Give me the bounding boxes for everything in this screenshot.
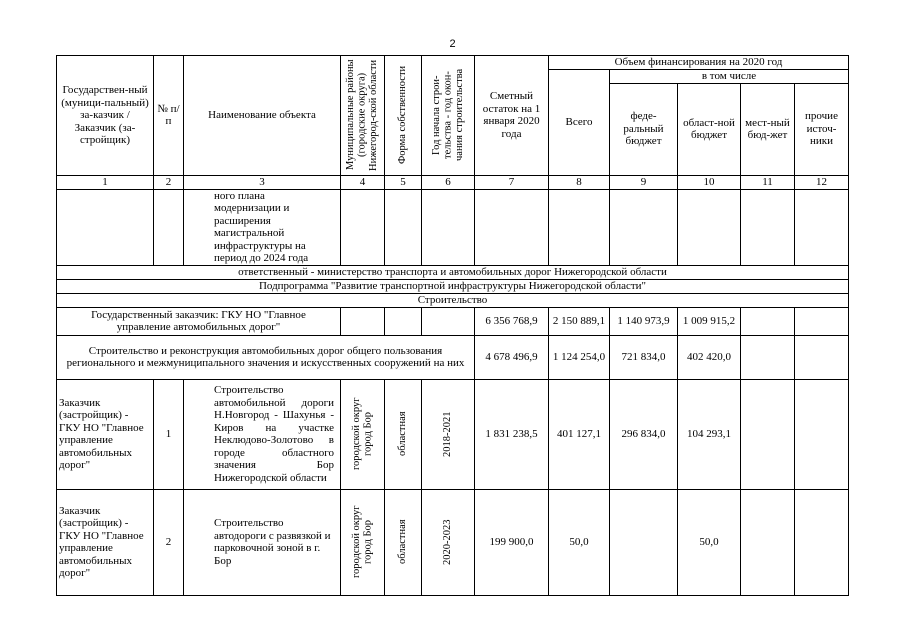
col-number: 1 — [57, 175, 154, 189]
row-regional: 50,0 — [678, 489, 741, 595]
group-label: Строительство и реконструкция автомобильных дорог общего пользования регионального и межмуниципального значения и искусственных сооружений на них — [57, 335, 475, 379]
col-number: 9 — [610, 175, 678, 189]
col-number: 10 — [678, 175, 741, 189]
row-regional: 104 293,1 — [678, 379, 741, 489]
col-number: 5 — [385, 175, 422, 189]
header-years — [422, 56, 475, 176]
subprogram-row: Подпрограмма "Развитие транспортной инфраструктуры Нижегородской области" — [57, 279, 849, 293]
row-ownership-text: областная — [397, 519, 409, 565]
header-ownership-text: Форма собственности — [397, 66, 409, 165]
row-ownership — [385, 379, 422, 489]
header-funding-title: Объем финансирования на 2020 год — [549, 56, 849, 70]
row-smeta: 199 900,0 — [475, 489, 549, 595]
state-customer-label: Государственный заказчик: ГКУ НО "Главное управление автомобильных дорог" — [57, 307, 341, 335]
row-federal: 296 834,0 — [610, 379, 678, 489]
row-object-name: Строительство автодороги с развязкой и парковочной зоной в г. Бор — [184, 489, 341, 595]
header-district-text: Муниципальные районы (городские округа) Нижегород-ской области — [345, 59, 380, 171]
row-district-text: городской округ город Бор — [351, 397, 374, 471]
header-object-name: Наименование объекта — [184, 56, 341, 176]
continuation-text: ного плана модернизации и расширения магистральной инфраструктуры на период до 2024 года — [184, 189, 341, 265]
investment-table — [56, 55, 849, 596]
customer-regional: 1 009 915,2 — [678, 307, 741, 335]
row-total: 401 127,1 — [549, 379, 610, 489]
row-district — [341, 379, 385, 489]
table-row — [57, 379, 849, 489]
table-row — [57, 489, 849, 595]
row-years — [422, 379, 475, 489]
row-customer: Заказчик (застройщик) - ГКУ НО "Главное управление автомобильных дорог" — [57, 379, 154, 489]
row-number: 2 — [154, 489, 184, 595]
group-regional: 402 420,0 — [678, 335, 741, 379]
col-number: 8 — [549, 175, 610, 189]
header-local: мест-ный бюд-жет — [741, 83, 795, 175]
customer-federal: 1 140 973,9 — [610, 307, 678, 335]
group-total: 1 124 254,0 — [549, 335, 610, 379]
customer-total: 2 150 889,1 — [549, 307, 610, 335]
col-number: 2 — [154, 175, 184, 189]
header-years-text: Год начала строи-тельства - год окон-чания строительства — [430, 69, 465, 162]
row-ownership-text: областная — [397, 411, 409, 457]
col-number: 3 — [184, 175, 341, 189]
row-district-text: городской округ город Бор — [351, 505, 374, 579]
row-number: 1 — [154, 379, 184, 489]
header-other: прочие источ-ники — [795, 83, 849, 175]
header-district — [341, 56, 385, 176]
page-number: 2 — [449, 38, 456, 50]
header-including: в том числе — [610, 69, 849, 83]
col-number: 7 — [475, 175, 549, 189]
header-ownership — [385, 56, 422, 176]
header-federal: феде-ральный бюджет — [610, 83, 678, 175]
row-total: 50,0 — [549, 489, 610, 595]
header-smeta: Сметный остаток на 1 января 2020 года — [475, 56, 549, 176]
row-smeta: 1 831 238,5 — [475, 379, 549, 489]
header-number: № п/п — [154, 56, 184, 176]
group-federal: 721 834,0 — [610, 335, 678, 379]
header-total: Всего — [549, 69, 610, 175]
customer-smeta: 6 356 768,9 — [475, 307, 549, 335]
row-federal — [610, 489, 678, 595]
row-ownership — [385, 489, 422, 595]
row-years-text: 2020-2023 — [442, 519, 454, 565]
group-smeta: 4 678 496,9 — [475, 335, 549, 379]
row-customer: Заказчик (застройщик) - ГКУ НО "Главное управление автомобильных дорог" — [57, 489, 154, 595]
row-district — [341, 489, 385, 595]
header-customer: Государствен-ный (муници-пальный) за-казчик / Заказчик (за-стройщик) — [57, 56, 154, 176]
col-number: 12 — [795, 175, 849, 189]
row-years-text: 2018-2021 — [442, 411, 454, 457]
row-years — [422, 489, 475, 595]
col-number: 4 — [341, 175, 385, 189]
col-number: 6 — [422, 175, 475, 189]
responsible-row: ответственный - министерство транспорта и автомобильных дорог Нижегородской области — [57, 265, 849, 279]
section-row: Строительство — [57, 293, 849, 307]
col-number: 11 — [741, 175, 795, 189]
row-object-name: Строительство автомобильной дороги Н.Новгород - Шахунья - Киров на участке Неклюдово-Золотово в городе областного значения Бор Нижегородской области — [184, 379, 341, 489]
header-regional: област-ной бюджет — [678, 83, 741, 175]
